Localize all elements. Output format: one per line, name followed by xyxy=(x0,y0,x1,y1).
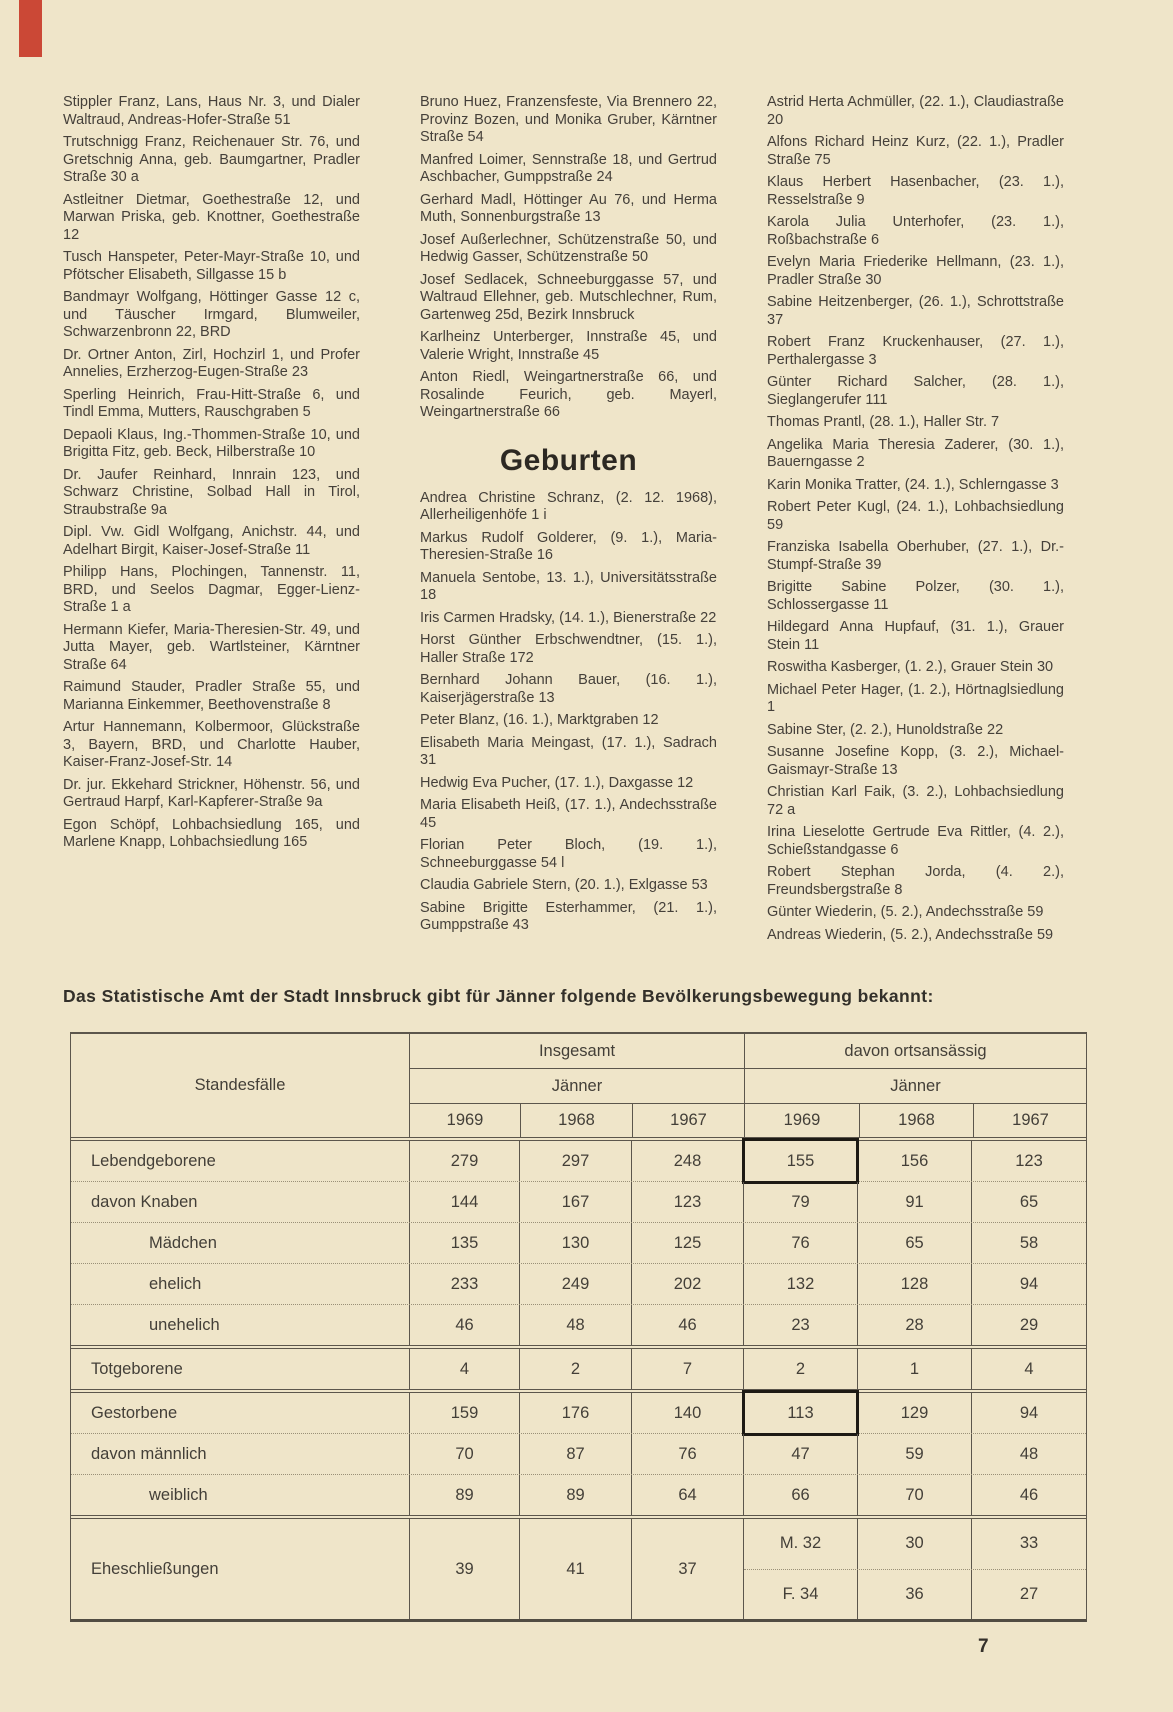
list-entry: Sabine Heitzenberger, (26. 1.), Schrottstraße 37 xyxy=(767,294,1064,328)
marriages-column-left xyxy=(63,94,360,857)
group-label: davon ortsansässig xyxy=(745,1034,1086,1069)
table-cell-value: 79 xyxy=(744,1182,858,1222)
table-row-unehelich xyxy=(71,1304,1086,1345)
table-cell-value: 65 xyxy=(858,1223,972,1263)
table-row-label: Gestorbene xyxy=(71,1393,410,1433)
list-entry: Raimund Stauder, Pradler Straße 55, und Marianna Einkemmer, Beethovenstraße 8 xyxy=(63,679,360,713)
table-cell-value: 135 xyxy=(410,1223,520,1263)
table-row-maennlich xyxy=(71,1433,1086,1474)
table-row-gestorbene xyxy=(71,1389,1086,1433)
table-row-knaben xyxy=(71,1181,1086,1222)
table-cell-value: 297 xyxy=(520,1141,632,1181)
table-cell-value: 70 xyxy=(858,1475,972,1515)
table-cell-value: 202 xyxy=(632,1264,744,1304)
table-cell-value: 28 xyxy=(858,1305,972,1345)
table-cell-value: 41 xyxy=(520,1519,632,1619)
table-cell-value: 27 xyxy=(1019,1584,1039,1603)
list-entry: Thomas Prantl, (28. 1.), Haller Str. 7 xyxy=(767,414,1000,430)
table-cell-value: 130 xyxy=(520,1223,632,1263)
table-row-ehelich xyxy=(71,1263,1086,1304)
list-entry: Klaus Herbert Hasenbacher, (23. 1.), Resselstraße 9 xyxy=(767,174,1064,208)
list-entry: Dipl. Vw. Gidl Wolfgang, Anichstr. 44, und Adelhart Birgit, Kaiser-Josef-Straße 11 xyxy=(63,524,360,558)
table-cell-value: 46 xyxy=(410,1305,520,1345)
table-cell-value: 76 xyxy=(744,1223,858,1263)
table-cell-value: 47 xyxy=(744,1434,858,1474)
table-cell-value: 48 xyxy=(520,1305,632,1345)
table-cell-value: 123 xyxy=(1015,1151,1043,1170)
list-entry: Sabine Brigitte Esterhammer, (21. 1.), Gumppstraße 43 xyxy=(420,899,717,933)
table-row-label: Mädchen xyxy=(71,1223,410,1263)
table-cell-value: 233 xyxy=(410,1264,520,1304)
list-entry: Manuela Sentobe, 13. 1.), Universitätsstraße 18 xyxy=(420,569,717,603)
list-entry: Egon Schöpf, Lohbachsiedlung 165, und Marlene Knapp, Lohbachsiedlung 165 xyxy=(63,816,360,850)
list-entry: Michael Peter Hager, (1. 2.), Hörtnaglsiedlung 1 xyxy=(767,681,1064,715)
table-row-label: davon männlich xyxy=(71,1434,410,1474)
table-cell-value: 23 xyxy=(744,1305,858,1345)
table-cell-value-highlighted: 155 xyxy=(744,1141,858,1181)
table-cell-value: 123 xyxy=(632,1182,744,1222)
table-cell-value: 249 xyxy=(520,1264,632,1304)
list-entry: Manfred Loimer, Sennstraße 18, und Gertrud Aschbacher, Gumppstraße 24 xyxy=(420,151,717,185)
table-row-weiblich xyxy=(71,1474,1086,1515)
table-cell-value: 129 xyxy=(858,1393,972,1433)
table-cell-value: 76 xyxy=(632,1434,744,1474)
list-entry: Maria Elisabeth Heiß, (17. 1.), Andechsstraße 45 xyxy=(420,797,717,831)
year-headers xyxy=(745,1104,1086,1137)
list-entry: Robert Franz Kruckenhauser, (27. 1.), Perthalergasse 3 xyxy=(767,334,1064,368)
year-header: 1968 xyxy=(859,1104,973,1137)
list-entry: Sabine Ster, (2. 2.), Hunoldstraße 22 xyxy=(767,721,1004,738)
year-header: 1968 xyxy=(520,1104,632,1137)
table-cell-value: 46 xyxy=(632,1305,744,1345)
table-cell-value: F. 34 xyxy=(744,1570,858,1620)
births-column-middle xyxy=(420,490,717,935)
list-entry: Angelika Maria Theresia Zaderer, (30. 1.), Bauerngasse 2 xyxy=(767,436,1064,470)
list-entry: Florian Peter Bloch, (19. 1.), Schneeburggasse 54 l xyxy=(420,837,717,871)
table-cell-value: 65 xyxy=(1019,1192,1039,1211)
table-split-cells xyxy=(744,1519,1086,1619)
list-entry: Josef Außerlechner, Schützenstraße 50, und Hedwig Gasser, Schützenstraße 50 xyxy=(420,231,717,265)
table-row-eheschliessungen xyxy=(71,1515,1086,1619)
table-cell-value: 4 xyxy=(1024,1359,1034,1378)
list-entry: Dr. Jaufer Reinhard, Innrain 123, und Schwarz Christine, Solbad Hall in Tirol, Straubstraße 9a xyxy=(63,466,360,518)
list-entry: Bernhard Johann Bauer, (16. 1.), Kaiserjägerstraße 13 xyxy=(420,672,717,706)
table-row-label: Totgeborene xyxy=(71,1349,410,1389)
list-entry: Peter Blanz, (16. 1.), Marktgraben 12 xyxy=(420,712,659,728)
list-entry: Günter Richard Salcher, (28. 1.), Sieglangerufer 111 xyxy=(767,374,1064,408)
list-entry: Robert Stephan Jorda, (4. 2.), Freundsbergstraße 8 xyxy=(767,864,1064,898)
table-cell-value: 144 xyxy=(410,1182,520,1222)
list-entry: Bandmayr Wolfgang, Höttinger Gasse 12 c, und Täuscher Irmgard, Blumweiler, Schwarzenbronn 22, BRD xyxy=(63,289,360,340)
group-header-insgesamt xyxy=(410,1034,744,1137)
year-headers xyxy=(410,1104,744,1137)
table-cell-value: 59 xyxy=(858,1434,972,1474)
table-cell-value: 94 xyxy=(1019,1274,1039,1293)
table-cell-value: 176 xyxy=(520,1393,632,1433)
table-cell-value: 70 xyxy=(410,1434,520,1474)
list-entry: Astleitner Dietmar, Goethestraße 12, und Marwan Priska, geb. Knottner, Goethestraße 12 xyxy=(63,191,360,243)
middle-column xyxy=(420,94,717,940)
list-entry: Elisabeth Maria Meingast, (17. 1.), Sadrach 31 xyxy=(420,734,717,768)
year-header: 1967 xyxy=(632,1104,744,1137)
table-cell-value: 140 xyxy=(632,1393,744,1433)
year-header: 1969 xyxy=(783,1111,821,1129)
list-entry: Markus Rudolf Golderer, (9. 1.), Maria-Theresien-Straße 16 xyxy=(420,529,717,563)
table-cell-value: 39 xyxy=(410,1519,520,1619)
table-row-lebendgeborene xyxy=(71,1141,1086,1181)
list-entry: Astrid Herta Achmüller, (22. 1.), Claudiastraße 20 xyxy=(767,94,1064,128)
table-subrow-female xyxy=(744,1569,1086,1620)
list-entry: Horst Günther Erbschwendtner, (15. 1.), Haller Straße 172 xyxy=(420,632,717,666)
table-cell-value: 36 xyxy=(858,1570,972,1620)
list-entry: Robert Peter Kugl, (24. 1.), Lohbachsiedlung 59 xyxy=(767,499,1064,533)
table-cell-value: 87 xyxy=(520,1434,632,1474)
table-cell-value: 89 xyxy=(520,1475,632,1515)
list-entry: Karin Monika Tratter, (24. 1.), Schlerngasse 3 xyxy=(767,476,1059,493)
list-entry: Bruno Huez, Franzensfeste, Via Brennero 22, Provinz Bozen, und Monika Gruber, Kärntner Straße 54 xyxy=(420,94,717,145)
marriages-column-middle xyxy=(420,94,717,422)
table-cell-value: 37 xyxy=(632,1519,744,1619)
list-entry: Philipp Hans, Plochingen, Tannenstr. 11, BRD, und Seelos Dagmar, Egger-Lienz-Straße 1 a xyxy=(63,564,360,615)
list-entry: Dr. Ortner Anton, Zirl, Hochzirl 1, und Profer Annelies, Erzherzog-Eugen-Straße 23 xyxy=(63,346,360,380)
list-entry: Anton Riedl, Weingartnerstraße 66, und Rosalinde Feurich, geb. Mayerl, Weingartnerstraße 66 xyxy=(420,369,717,420)
table-row-label: davon Knaben xyxy=(71,1182,410,1222)
list-entry: Sperling Heinrich, Frau-Hitt-Straße 6, und Tindl Emma, Mutters, Rauschgraben 5 xyxy=(63,386,360,420)
table-cell-value: 7 xyxy=(632,1349,744,1389)
list-entry: Brigitte Sabine Polzer, (30. 1.), Schlossergasse 11 xyxy=(767,579,1064,613)
list-entry: Iris Carmen Hradsky, (14. 1.), Bienerstraße 22 xyxy=(420,609,717,626)
table-cell-value: 159 xyxy=(410,1393,520,1433)
list-entry: Karola Julia Unterhofer, (23. 1.), Roßbachstraße 6 xyxy=(767,214,1064,248)
list-entry: Evelyn Maria Friederike Hellmann, (23. 1.), Pradler Straße 30 xyxy=(767,254,1064,288)
page-number: 7 xyxy=(978,1636,989,1657)
list-entry: Claudia Gabriele Stern, (20. 1.), Exlgasse 53 xyxy=(420,877,708,893)
table-cell-value: 279 xyxy=(410,1141,520,1181)
table-cell-value: 33 xyxy=(1019,1534,1039,1553)
list-entry: Depaoli Klaus, Ing.-Thommen-Straße 10, und Brigitta Fitz, geb. Beck, Hilberstraße 10 xyxy=(63,426,360,460)
list-entry: Hildegard Anna Hupfauf, (31. 1.), Grauer Stein 11 xyxy=(767,619,1064,653)
table-cell-value: 1 xyxy=(858,1349,972,1389)
table-cell-value: 125 xyxy=(632,1223,744,1263)
table-row-label: Eheschließungen xyxy=(71,1519,410,1619)
table-cell-value: 48 xyxy=(1019,1444,1039,1463)
statistics-heading: Das Statistische Amt der Stadt Innsbruck gibt für Jänner folgende Bevölkerungsbewegung bekannt: xyxy=(63,986,934,1006)
table-cell-value: 64 xyxy=(632,1475,744,1515)
table-row-label: weiblich xyxy=(71,1475,410,1515)
month-label: Jänner xyxy=(745,1069,1086,1104)
list-entry: Christian Karl Faik, (3. 2.), Lohbachsiedlung 72 a xyxy=(767,784,1064,818)
list-entry: Susanne Josefine Kopp, (3. 2.), Michael-Gaismayr-Straße 13 xyxy=(767,744,1064,778)
column-header-standesfaelle: Standesfälle xyxy=(71,1034,410,1137)
table-row-label: unehelich xyxy=(71,1305,410,1345)
table-cell-value: M. 32 xyxy=(744,1519,858,1569)
list-entry: Hermann Kiefer, Maria-Theresien-Str. 49, und Jutta Mayer, geb. Wartlsteiner, Kärntner Straße 64 xyxy=(63,621,360,673)
list-entry: Hedwig Eva Pucher, (17. 1.), Daxgasse 12 xyxy=(420,774,694,791)
table-cell-value: 58 xyxy=(1019,1233,1039,1252)
table-header xyxy=(71,1034,1086,1141)
year-header: 1967 xyxy=(973,1104,1087,1137)
table-cell-value: 2 xyxy=(520,1349,632,1389)
table-cell-value-highlighted: 113 xyxy=(744,1393,858,1433)
list-entry: Alfons Richard Heinz Kurz, (22. 1.), Pradler Straße 75 xyxy=(767,134,1064,168)
list-entry: Artur Hannemann, Kolbermoor, Glückstraße 3, Bayern, BRD, und Charlotte Hauber, Kaiser-Franz-Josef-Str. 14 xyxy=(63,719,360,770)
list-entry: Karlheinz Unterberger, Innstraße 45, und Valerie Wright, Innstraße 45 xyxy=(420,329,717,363)
list-entry: Stippler Franz, Lans, Haus Nr. 3, und Dialer Waltraud, Andreas-Hofer-Straße 51 xyxy=(63,94,360,128)
list-entry: Günter Wiederin, (5. 2.), Andechsstraße 59 xyxy=(767,904,1044,920)
group-label: Insgesamt xyxy=(410,1034,744,1069)
table-row-label: ehelich xyxy=(71,1264,410,1304)
red-margin-mark xyxy=(19,0,42,57)
table-cell-value: 2 xyxy=(744,1349,858,1389)
births-column-right xyxy=(767,94,1064,949)
list-entry: Trutschnigg Franz, Reichenauer Str. 76, und Gretschnig Anna, geb. Baumgartner, Pradler Straße 30 a xyxy=(63,134,360,185)
list-entry: Irina Lieselotte Gertrude Eva Rittler, (4. 2.), Schießstandgasse 6 xyxy=(767,824,1064,858)
table-cell-value: 4 xyxy=(410,1349,520,1389)
table-row-label: Lebendgeborene xyxy=(71,1141,410,1181)
group-header-ortsansaessig xyxy=(744,1034,1086,1137)
table-row-maedchen xyxy=(71,1222,1086,1263)
table-cell-value: 30 xyxy=(858,1519,972,1569)
table-cell-value: 89 xyxy=(410,1475,520,1515)
list-entry: Andrea Christine Schranz, (2. 12. 1968), Allerheiligenhöfe 1 i xyxy=(420,489,717,523)
table-cell-value: 66 xyxy=(744,1475,858,1515)
table-cell-value: 128 xyxy=(858,1264,972,1304)
table-cell-value: 46 xyxy=(1019,1485,1039,1504)
table-cell-value: 29 xyxy=(1019,1315,1039,1334)
table-cell-value: 91 xyxy=(858,1182,972,1222)
list-entry: Dr. jur. Ekkehard Strickner, Höhenstr. 56, und Gertraud Harpf, Karl-Kapferer-Straße 9a xyxy=(63,776,360,810)
list-entry: Roswitha Kasberger, (1. 2.), Grauer Stein 30 xyxy=(767,659,1054,675)
table-subrow-male xyxy=(744,1519,1086,1569)
table-row-totgeborene xyxy=(71,1345,1086,1389)
table-cell-value: 248 xyxy=(632,1141,744,1181)
year-header: 1969 xyxy=(446,1111,484,1129)
table-cell-value: 156 xyxy=(858,1141,972,1181)
table-cell-value: 94 xyxy=(1019,1403,1039,1422)
list-entry: Andreas Wiederin, (5. 2.), Andechsstraße 59 xyxy=(767,926,1054,943)
month-label: Jänner xyxy=(410,1069,744,1104)
list-entry: Josef Sedlacek, Schneeburggasse 57, und Waltraud Ellehner, geb. Mutschlechner, Rum, Gartenweg 25d, Bezirk Innsbruck xyxy=(420,271,717,323)
list-entry: Tusch Hanspeter, Peter-Mayr-Straße 10, und Pfötscher Elisabeth, Sillgasse 15 b xyxy=(63,249,360,283)
list-entry: Gerhard Madl, Höttinger Au 76, und Herma Muth, Sonnenburgstraße 13 xyxy=(420,191,717,225)
births-section-heading: Geburten xyxy=(499,443,638,477)
population-statistics-table xyxy=(70,1032,1087,1622)
table-cell-value: 167 xyxy=(520,1182,632,1222)
list-entry: Franziska Isabella Oberhuber, (27. 1.), Dr.-Stumpf-Straße 39 xyxy=(767,539,1064,573)
table-cell-value: 132 xyxy=(744,1264,858,1304)
